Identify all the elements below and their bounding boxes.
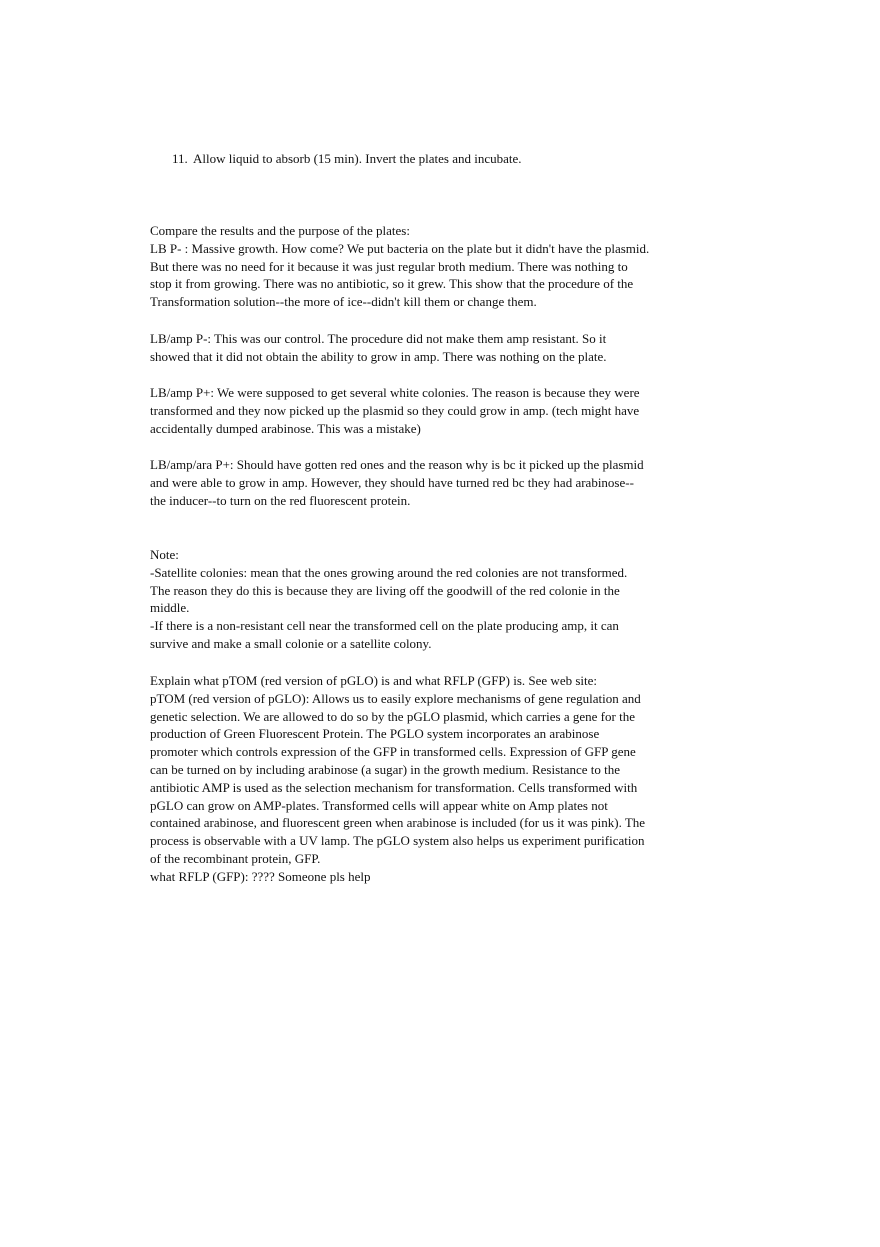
text-line: process is observable with a UV lamp. The pGLO system also helps us experiment purification <box>150 833 645 849</box>
text-line: genetic selection. We are allowed to do so by the pGLO plasmid, which carries a gene for the <box>150 708 635 724</box>
text-line: But there was no need for it because it was just regular broth medium. There was nothing to <box>150 258 628 274</box>
explain-heading: Explain what pTOM (red version of pGLO) is and what RFLP (GFP) is. See web site: <box>150 673 598 688</box>
text-line: can be turned on by including arabinose (a sugar) in the growth medium. Resistance to the <box>150 761 621 777</box>
text-line: The reason they do this is because they are living off the goodwill of the red colonie in the <box>150 582 620 598</box>
compare-section <box>150 222 710 311</box>
rflp-question: what RFLP (GFP): ???? Someone pls help <box>150 868 371 884</box>
text-line: antibiotic AMP is used as the selection mechanism for transformation. Cells transformed with <box>150 779 638 795</box>
lb-amp-p-plus-paragraph <box>150 384 710 437</box>
text-line: LB/amp P+: We were supposed to get several white colonies. The reason is because they were <box>150 385 640 400</box>
lb-amp-p-minus-paragraph <box>150 330 710 366</box>
note-section <box>150 546 710 653</box>
text-line: -Satellite colonies: mean that the ones growing around the red colonies are not transformed. <box>150 564 628 580</box>
step-11 <box>172 150 732 168</box>
text-line: pTOM (red version of pGLO): Allows us to easily explore mechanisms of gene regulation and <box>150 690 641 706</box>
text-line: -If there is a non-resistant cell near the transformed cell on the plate producing amp, it can <box>150 618 619 634</box>
step-text: Allow liquid to absorb (15 min). Invert the plates and incubate. <box>193 151 522 166</box>
compare-heading: Compare the results and the purpose of the plates: <box>150 223 410 238</box>
text-line: of the recombinant protein, GFP. <box>150 850 321 866</box>
text-line: survive and make a small colonie or a satellite colony. <box>150 635 432 651</box>
explain-section <box>150 672 710 886</box>
text-line: LB/amp P-: This was our control. The procedure did not make them amp resistant. So it <box>150 331 607 346</box>
text-line: and were able to grow in amp. However, they should have turned red bc they had arabinose-- <box>150 474 634 490</box>
text-line: the inducer--to turn on the red fluorescent protein. <box>150 492 411 508</box>
text-line: LB/amp/ara P+: Should have gotten red ones and the reason why is bc it picked up the plasmid <box>150 457 644 472</box>
text-line: promoter which controls expression of the GFP in transformed cells. Expression of GFP gene <box>150 744 636 760</box>
text-line: contained arabinose, and fluorescent green when arabinose is included (for us it was pink). The <box>150 815 646 831</box>
step-number: 11. <box>172 151 188 166</box>
note-heading: Note: <box>150 547 179 562</box>
text-line: middle. <box>150 600 190 616</box>
text-line: accidentally dumped arabinose. This was a mistake) <box>150 420 421 436</box>
text-line: transformed and they now picked up the plasmid so they could grow in amp. (tech might have <box>150 402 640 418</box>
text-line: stop it from growing. There was no antibiotic, so it grew. This show that the procedure of the <box>150 276 634 292</box>
text-line: Transformation solution--the more of ice--didn't kill them or change them. <box>150 294 537 310</box>
lb-amp-ara-paragraph <box>150 456 710 509</box>
text-line: production of Green Fluorescent Protein. The PGLO system incorporates an arabinose <box>150 726 600 742</box>
text-line: LB P- : Massive growth. How come? We put bacteria on the plate but it didn't have the plasmid. <box>150 240 650 256</box>
text-line: showed that it did not obtain the ability to grow in amp. There was nothing on the plate. <box>150 348 607 364</box>
text-line: pGLO can grow on AMP-plates. Transformed cells will appear white on Amp plates not <box>150 797 608 813</box>
